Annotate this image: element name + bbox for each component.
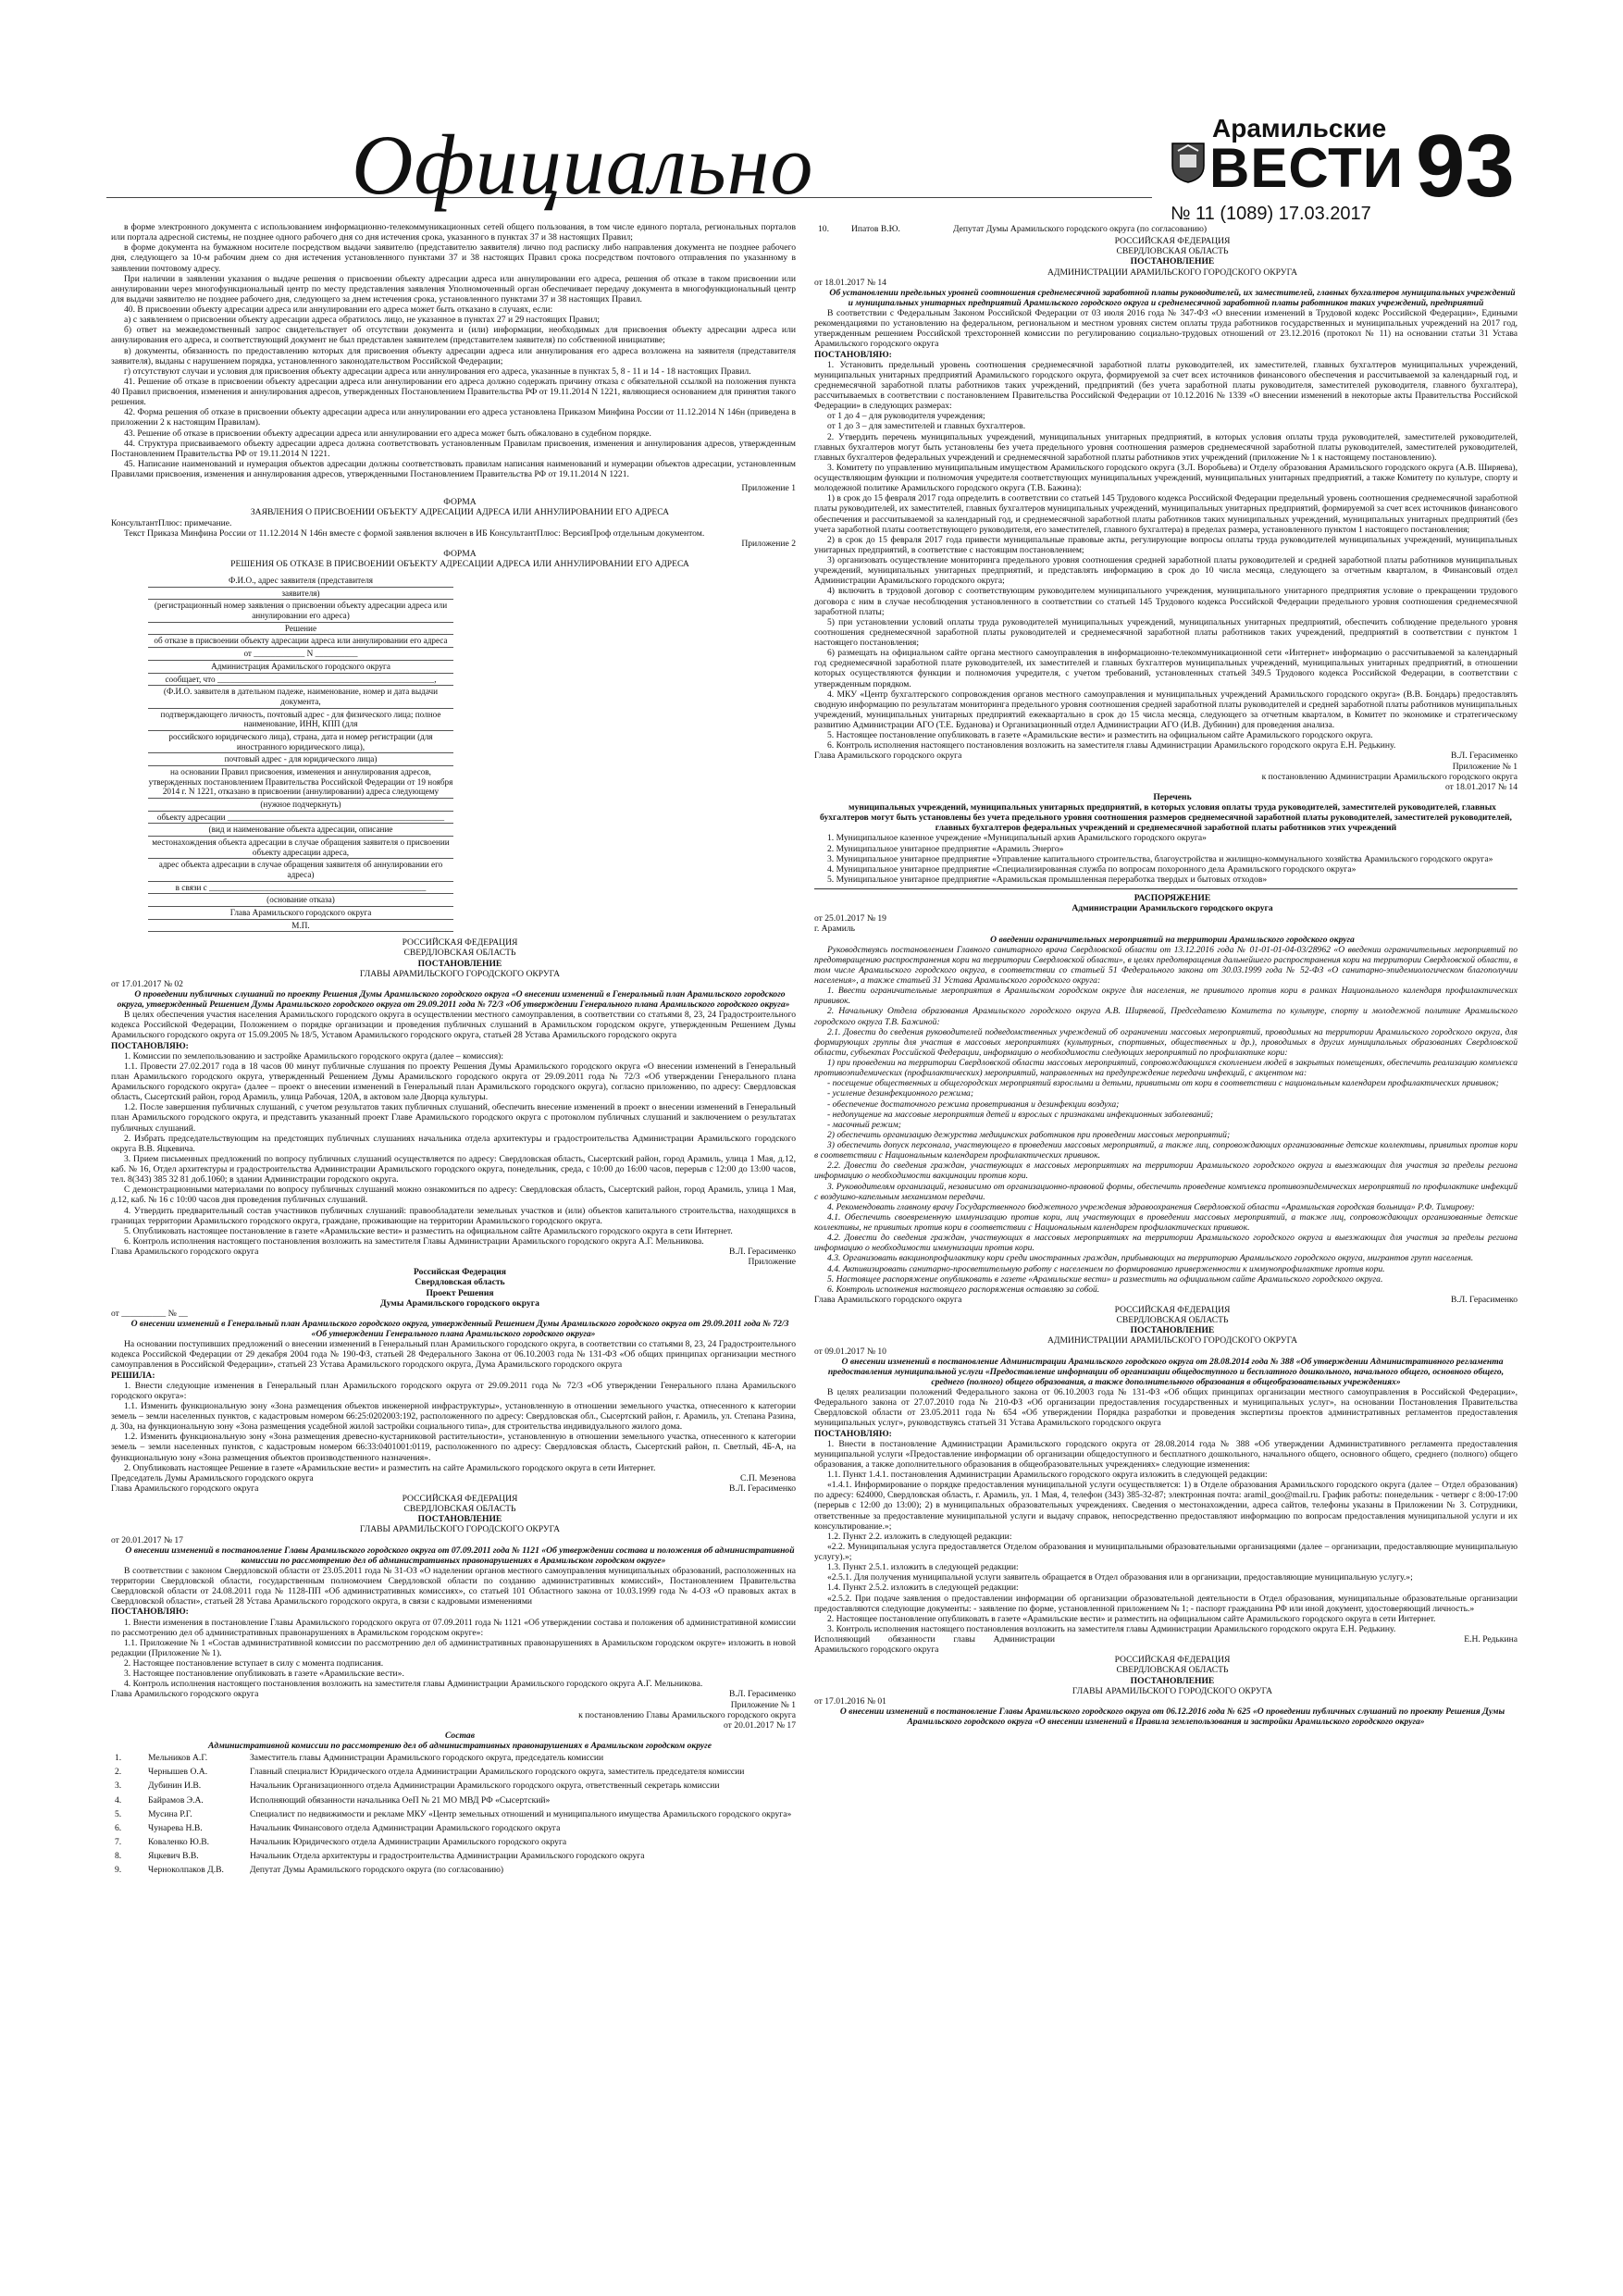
- member-name: Чернышев О.А.: [148, 1767, 208, 1778]
- paper-name-top: Арамильские: [1212, 114, 1387, 143]
- member-number: 10.: [818, 224, 829, 234]
- decree-subject: О внесении изменений в постановление Администрации Арамильского городского округа от 28.08.2014 года № 388 «Об утверждении Административного регламента предоставления муниципальной услуги «Предоставление информации об организации общедоступного и бесплатного дошкольного, начального общего, основного общего, среднего (полного) общего образования, а также дополнительного образования в общеобразовательных учреждениях»: [827, 1356, 1505, 1387]
- form-title: ФОРМА: [443, 548, 477, 559]
- paragraph: - масочный режим;: [827, 1119, 901, 1130]
- decree-country: РОССИЙСКАЯ ФЕДЕРАЦИЯ: [1114, 1305, 1231, 1315]
- decree-region: СВЕРДЛОВСКАЯ ОБЛАСТЬ: [403, 948, 516, 959]
- table-row: [814, 222, 1518, 236]
- paragraph: При наличии в заявлении указания о выдаче решения о присвоении объекту адресации адреса или аннулировании его адреса, решения об отказе в таком присвоении или аннулировании через многофункциональный центр по месту представления заявления Уполномоченный орган обеспечивает передачу документа в многофункциональный центр для выдачи заявителю не позднее рабочего дня, следующего за днем истечения срока, установленного пунктами 37 и 38 настоящих Правил.: [111, 273, 796, 304]
- paragraph: 42. Форма решения об отказе в присвоении объекту адресации адреса или аннулировании его адреса установлена Приказом Минфина России от 11.12.2014 N 146н (приведена в приложении 2 к настоящим Правилам).: [111, 407, 796, 428]
- decree-country: РОССИЙСКАЯ ФЕДЕРАЦИЯ: [402, 937, 518, 949]
- member-role: Начальник Юридического отдела Администрации Арамильского городского округа: [250, 1836, 567, 1847]
- paragraph: В целях обеспечения участия населения Арамильского городского округа в осуществлении местного самоуправления, в соответствии со статьями 8, 23, 24 Градостроительного кодекса Российской Федерации, Положением о порядке организации и проведения публичных слушаний в Арамильском городском округе, утвержденным Решением Думы Арамильского городского округа от 15.09.2005 № 18/5, Уставом Арамильского городского округа, статьей 28 Устава Арамильского городского округа: [111, 1010, 796, 1041]
- table-row: [111, 1835, 796, 1849]
- signature: [814, 751, 1518, 761]
- paragraph: 3. Прием письменных предложений по вопросу публичных слушаний осуществляется по адресу: Свердловская область, Сысертский район, город Арамиль, улица 1 Мая, д.12, каб. № 16, Отдел архитектуры и градостроительства Администрации Арамильского городского округа, понедельник, среда, с 10:00 до 16:00 часов, перерыв с 12:00 до 13:00 часов, тел. 8(343) 385 32 81 доб.1060; в здании Администрации городского округа.: [111, 1153, 796, 1185]
- paragraph: 2. Опубликовать настоящее Решение в газете «Арамильские вести» и разместить на сайте Арамильского городского округа в сети Интернет.: [124, 1462, 656, 1473]
- form-field: (вид и наименование объекта адресации, описание: [148, 824, 453, 837]
- paragraph: ПОСТАНОВЛЯЮ:: [111, 1040, 189, 1051]
- paragraph: 2. Начальнику Отдела образования Арамильского городского округа А.В. Ширяевой, Председателю Комитета по культуре, спорту и молодежной политике Арамильского городского округа Т.В. Бажиной:: [814, 1006, 1518, 1027]
- decree-org: АДМИНИСТРАЦИИ АРАМИЛЬСКОГО ГОРОДСКОГО ОКРУГА: [1047, 1335, 1298, 1347]
- decree-region: СВЕРДЛОВСКАЯ ОБЛАСТЬ: [1116, 1315, 1229, 1326]
- paragraph: «2.5.1. Для получения муниципальной услуги заявитель обращается в Отдел образования или в организации, предоставляющие муниципальную услугу.»;: [827, 1572, 1413, 1583]
- paragraph: ПОСТАНОВЛЯЮ:: [814, 349, 892, 360]
- member-number: 4.: [115, 1794, 122, 1806]
- member-number: 8.: [115, 1851, 122, 1862]
- decree-type: ПОСТАНОВЛЕНИЕ: [1130, 256, 1215, 267]
- paragraph: «2.5.2. При подаче заявления о предоставлении информации об организации образовательной деятельности в Отдел образования, муниципальные образовательные организации предоставляются следующие документы: - заявление по форме, установленной приложением № 1; - паспорт гражданина РФ или иной документ, удостоверяющий личность.»: [814, 1593, 1518, 1614]
- signature-name: В.Л. Герасименко: [1450, 751, 1518, 762]
- decree-date: от 17.01.2017 № 02: [111, 978, 183, 989]
- decree-type: ПОСТАНОВЛЕНИЕ: [417, 1514, 502, 1525]
- member-name: Яцкевич В.В.: [148, 1851, 199, 1862]
- form-field: российского юридического лица), страна, дата и номер регистрации (для иностранного юридического лица),: [148, 731, 453, 753]
- table-row: [111, 1779, 796, 1793]
- member-role: Начальник Отдела архитектуры и градостроительства Администрации Арамильского городского округа: [250, 1851, 645, 1862]
- signature-name: В.Л. Герасименко: [728, 1483, 796, 1494]
- paragraph: На основании поступивших предложений о внесении изменений в Генеральный план Арамильского городского округа, в соответствии со статьями 8, 23, 24 Градостроительного кодекса Российской Федерации от 29 декабря 2004 года № 190-ФЗ, статьей 28 Федерального Закона от 06.10.2003 года № 131-ФЗ «Об общих принципах организации местного самоуправления в Российской Федерации», статьей 23 Устава Арамильского городского округа, Дума Арамильского городского округа: [111, 1339, 796, 1371]
- paragraph: 1. Муниципальное казенное учреждение «Муниципальный архив Арамильского городского округа»: [827, 833, 1207, 844]
- paragraph: 1) в срок до 15 февраля 2017 года определить в соответствии со статьей 145 Трудового кодекса Российской Федерации предельный уровень соотношения среднемесячной заработной платы руководителей, их заместителей, главных бухгалтеров муниципальных учреждений, муниципальных унитарных предприятий, формируемой за счет всех источников финансового обеспечения и рассчитываемой за календарный год, и среднемесячной заработной платы работников таких муниципальных учреждений, муниципальных унитарных предприятий (без учета заработной платы соответствующего руководителя, его заместителей, главного бухгалтера) в пределах размера, установленного пунктом 1 настоящего постановления;: [814, 493, 1518, 535]
- order-type: РАСПОРЯЖЕНИЕ: [1134, 893, 1211, 903]
- signature-name: С.П. Мезенова: [740, 1472, 796, 1483]
- signature-title: Председатель Думы Арамильского городского округа: [111, 1472, 314, 1483]
- paragraph: в) документы, обязанность по предоставлению которых для присвоения объекту адресации адреса или аннулирования его адреса возложена на заявителя (представителя заявителя), выданы с нарушением порядка, установленного законодательством Российской Федерации;: [111, 345, 796, 366]
- paragraph: 3. Настоящее постановление опубликовать в газете «Арамильские вести».: [124, 1669, 404, 1680]
- form-field: в связи с ___________________________________________________: [148, 882, 453, 895]
- paragraph: С демонстрационными материалами по вопросу публичных слушаний можно ознакомиться по адресу: Свердловская область, Сысертский район, город Арамиль, улица 1 Мая, д.12, каб. № 16 с 10:00 часов дня проведения публичных слушаний.: [111, 1185, 796, 1206]
- paragraph: 4. МКУ «Центр бухгалтерского сопровождения органов местного самоуправления и муниципальных учреждений Арамильского городского округа» (В.В. Бондарь) предоставлять сводную информацию по результатам мониторинга предельного уровня соотношения средней заработной платы руководителей и средней заработной платы работников муниципальных учреждений, муниципальных унитарных предприятий ежеквартально в срок до 15 числа месяца, следующего за отчетным кварталом, в Комитет по экономике и стратегическому развитию Администрации АГО (Т.Е. Буданова) и Организационный отдел Администрации АГО (И.В. Дубинин) для проведения анализа.: [814, 689, 1518, 730]
- table-row: [111, 1863, 796, 1877]
- paragraph: 5. Муниципальное унитарное предприятие «Арамильская промышленная переработка твердых и бытовых отходов»: [827, 874, 1268, 885]
- paragraph: 1.1. Пункт 1.4.1. постановления Администрации Арамильского городского округа изложить в следующей редакции:: [827, 1470, 1268, 1480]
- member-number: 2.: [115, 1767, 122, 1778]
- form-field: Администрация Арамильского городского округа: [148, 661, 453, 674]
- form-field: объекту адресации ___________________________________________________: [148, 812, 453, 825]
- paper-name-main: ВЕСТИ: [1209, 137, 1404, 199]
- form-field: сообщает, что ___________________________________________________,: [148, 674, 453, 687]
- paragraph: в форме документа на бумажном носителе посредством выдачи заявителю (представителю заявителя) лично под расписку либо направления документа не позднее рабочего дня, следующего за 10-м рабочим днем со дня истечения установленного пунктами 37 и 38 настоящих Правил срока посредством почтового отправления по указанному в заявлении почтовому адресу.: [111, 242, 796, 274]
- form-field: заявителя): [148, 588, 453, 601]
- decree-3: [814, 236, 1518, 885]
- table-row: [111, 1821, 796, 1835]
- paragraph: от 1 до 3 – для заместителей и главных бухгалтеров.: [827, 421, 1026, 432]
- organizations-list: [814, 833, 1518, 885]
- paragraph: В соответствии с Федеральным Законом Российской Федерации от 03 июля 2016 года № 347-ФЗ «О внесении изменений в Трудовой кодекс Российской Федерации», Едиными рекомендациями по установлению на федеральном, региональном и местном уровнях систем оплаты труда работников государственных и муниципальных учреждений на 2017 год, утвержденным решением Российской трехсторонней комиссии по регулированию социально-трудовых отношений от 23.12.2016 (протокол № 11) на основании статьи 31 Устава Арамильского городского округа: [814, 308, 1518, 350]
- project-date: от __________ № __: [111, 1308, 188, 1319]
- appendix-to: к постановлению Главы Арамильского городского округа: [578, 1709, 796, 1720]
- paragraph: 2.2. Довести до сведения граждан, участвующих в массовых мероприятиях на территории Арамильского городского округа и выезжающих для участия за пределы региона информацию о необходимости вакцинации против кори.: [814, 1160, 1518, 1182]
- paragraph: 1. Ввести ограничительные мероприятия в Арамильском городском округе для населения, не привитого против кори в рамках Национального календаря профилактических прививок.: [814, 986, 1518, 1007]
- signature-title: Глава Арамильского городского округа: [111, 1689, 259, 1700]
- paragraph: 1. Комиссии по землепользованию и застройке Арамильского городского округа (далее – комиссия):: [124, 1050, 503, 1061]
- paragraph: 2. Муниципальное унитарное предприятие «Арамиль Энерго»: [827, 843, 1064, 854]
- decree-region: СВЕРДЛОВСКАЯ ОБЛАСТЬ: [1116, 1665, 1229, 1676]
- issue-info: № 11 (1089) 17.03.2017: [1171, 204, 1371, 224]
- member-name: Мусина Р.Г.: [148, 1808, 192, 1819]
- paragraph: 2. Избрать председательствующим на предстоящих публичных слушаниях начальника отдела архитектуры и градостроительства Администрации Арамильского городского округа В.В. Яцкевича.: [111, 1133, 796, 1154]
- paragraph: 43. Решение об отказе в присвоении объекту адресации адреса или аннулировании его адреса может быть обжаловано в судебном порядке.: [124, 428, 651, 439]
- paragraph: 6. Контроль исполнения настоящего постановления возложить на заместителя Главы Администрации Арамильского городского округа А.Г. Мельникова.: [124, 1235, 704, 1247]
- paragraph: 2. Настоящее постановление опубликовать в газете «Арамильские вести» и разместить на официальном сайте Арамильского городского округа в сети Интернет.: [827, 1613, 1436, 1624]
- paragraph: 41. Решение об отказе в присвоении объекту адресации адреса или аннулировании его адреса должно содержать причину отказа с обязательной ссылкой на положения пункта 40 Правил присвоения, изменения и аннулирования адресов, утвержденных Постановлением Правительства РФ от 19.11.2014 N 1221, являющиеся основанием для принятия такого решения.: [111, 376, 796, 408]
- divider: [814, 888, 1518, 889]
- signature: [111, 1473, 796, 1483]
- paragraph: 3. Муниципальное унитарное предприятие «Управление капитального строительства, благоустройства и жилищно-коммунального хозяйства Арамильского городского округа»: [827, 853, 1493, 864]
- paragraph: 1.3. Пункт 2.5.1. изложить в следующей редакции:: [827, 1562, 1019, 1573]
- paragraph: ПОСТАНОВЛЯЮ:: [814, 1428, 892, 1439]
- paragraph: 1. Внести в постановление Администрации Арамильского городского округа от 28.08.2014 года № 388 «Об утверждении Административного регламента предоставления муниципальной услуги «Предоставление информации об организации общедоступного и бесплатного дошкольного, начального общего, основного общего, среднего (полного) общего образования, а также дополнительного образования в общеобразовательных учреждениях» следующие изменения:: [814, 1438, 1518, 1470]
- paragraph: 1. Установить предельный уровень соотношения среднемесячной заработной платы руководителей, их заместителей, главных бухгалтеров муниципальных учреждений, муниципальных унитарных предприятий Арамильского городского округа, формируемой за счет всех источников финансового обеспечения и рассчитываемой за календарный год, и среднемесячной заработной платы работников таких учреждений, предприятий (без учета заработной платы руководителя, заместителей руководителя, главного бухгалтера), рассчитываемых в соответствии с постановлением Правительства Российской Федерации от 10.12.2016 № 1339 «О внесении изменений в некоторые акты Правительства Российской Федерации» в следующих размерах:: [814, 359, 1518, 412]
- commission-members-table-continued: [814, 222, 1518, 236]
- paragraph: 5. Опубликовать настоящее постановление в газете «Арамильские вести» и разместить на официальном сайте Арамильского городского округа в сети Интернет.: [124, 1225, 733, 1236]
- paragraph: 6. Контроль исполнения настоящего распоряжения оставляю за собой.: [827, 1284, 1100, 1295]
- form-field: на основании Правил присвоения, изменения и аннулирования адресов, утвержденных постановлением Правительства Российской Федерации от 19 ноября 2014 г. N 1221, отказано в присвоении (аннулировании) адреса следующему: [148, 766, 453, 799]
- signature-title: Глава Арамильского городского округа: [111, 1247, 259, 1258]
- signature: [814, 1295, 1518, 1305]
- paragraph: 1.1. Изменить функциональную зону «Зона размещения объектов инженерной инфраструктуры», установленную в отношении земельного участка, отнесенного к категории земель – земли населенных пунктов, с кадастровым номером 66:25:0202003:192, расположенного по адресу: Свердловская обл., Сысертский район, г. Арамиль, ул. Степана Разина, д. 30а, на функциональную зону «Зона размещения усадебной жилой застройки социального типа», для строительства индивидуального жилого дома.: [111, 1400, 796, 1433]
- signature-title: Глава Арамильского городского округа: [111, 1483, 259, 1494]
- list-subtitle: муниципальных учреждений, муниципальных унитарных предприятий, в которых условия оплаты труда руководителей, заместителей руководителей, главных бухгалтеров могут быть установлены без учета предельного уровня соотношения размеров среднемесячной заработной платы руководителей, заместителей руководителей, главных бухгалтеров федеральных учреждений и среднемесячной заработной платы работников этих учреждений: [820, 802, 1512, 834]
- paragraph: 6. Контроль исполнения настоящего постановления возложить на заместителя главы Администрации Арамильского городского округа Е.Н. Редькину.: [827, 740, 1396, 751]
- project-type: Проект Решения: [426, 1287, 494, 1298]
- member-role: Депутат Думы Арамильского городского округа (по согласованию): [953, 224, 1208, 234]
- decree-1-appendix: [111, 1257, 796, 1494]
- list-title: Состав: [444, 1730, 476, 1741]
- decree-1: [111, 937, 796, 1257]
- left-column: [111, 222, 796, 1877]
- signature-name: В.Л. Герасименко: [1450, 1294, 1518, 1305]
- paragraph: 4.1. Обеспечить своевременную иммунизацию против кори, лиц участвующих в проведении массовых мероприятий, а также лиц, сопровождающих организованные детские коллективы, не привитых против кори в соответствии с Национальным календарем профилактических прививок.: [814, 1211, 1518, 1233]
- paragraph: 1.2. Изменить функциональную зону «Зона размещения древесно-кустарниковой растительности», установленную в отношении земельного участка, отнесенного к категории земель – земли населенных пунктов, с кадастровым номером 66:33:0401001:0119, расположенного по адресу: Свердловская область, Сысертский район, п. Светлый, 4Б-А, на функциональную зону «Зона размещения объектов производственного назначения».: [111, 1432, 796, 1463]
- appendix-label: Приложение 2: [741, 538, 796, 549]
- paragraph: 2. Утвердить перечень муниципальных учреждений, муниципальных унитарных предприятий, в которых условия оплаты труда руководителей, заместителей руководителей, главных бухгалтеров могут быть установлены без учета предельного уровня соотношения размеров среднемесячной заработной платы руководителей, заместителей руководителей, главных бухгалтеров федеральных учреждений и среднемесячной заработной платы работников этих учреждений (приложение № 1 к настоящему постановлению).: [814, 431, 1518, 463]
- appendix-date: от 18.01.2017 № 14: [1445, 781, 1518, 792]
- table-row: [111, 1765, 796, 1779]
- paragraph: Руководствуясь постановлением Главного санитарного врача Свердловской области от 13.12.2016 года № 01-01-01-04-03/28962 «О введении ограничительных мероприятий по предотвращению распространения кори на территории Свердловской области», в целях предотвращения дальнейшего распространения кори на территории Свердловской области, в том числе Арамильского городского округа, в соответствии со статьей 51 Федерального закона от 30.03.1999 года № 52-ФЗ «О санитарно-эпидемиологическом благополучии населения», а также статьей 31 Устава Арамильского городского округа:: [814, 944, 1518, 986]
- paragraph: 6) размещать на официальном сайте органа местного самоуправления в информационно-телекоммуникационной сети «Интернет» информацию о рассчитываемой за календарный год среднемесячной заработной плате руководителей, их заместителей и главных бухгалтеров муниципальных учреждений, муниципальных унитарных предприятий, в отношении которых осуществляются функции и полномочия учредителя, с учетом требований, установленных статьей 349.5 Трудового кодекса Российской Федерации, в соответствии с утвержденным порядком.: [814, 648, 1518, 689]
- appendix-label: Приложение № 1: [730, 1699, 796, 1710]
- decree-org: ГЛАВЫ АРАМИЛЬСКОГО ГОРОДСКОГО ОКРУГА: [359, 1524, 561, 1535]
- paragraph: 3. Комитету по управлению муниципальным имуществом Арамильского городского округа (З.Л. Воробьева) и Отделу образования Арамильского городского округа (А.В. Ширяева), осуществляющим функции и полномочия учредителя соответствующих муниципальных учреждений, муниципальных унитарных предприятий, а также Комитету по культуре, спорту и молодежной политике Арамильского городского округа (Т.В. Бажина):: [814, 462, 1518, 494]
- paragraph: 1.1. Провести 27.02.2017 года в 18 часов 00 минут публичные слушания по проекту Решения Думы Арамильского городского округа «О внесении изменений в Генеральный план Арамильского городского округа, утвержденный Решением Думы Арамильского городского округа от 29.09.2011 года № 72/3 «Об утверждении Генерального плана Арамильского городского округа» (далее – проект о внесении изменений в Генеральный план Арамильского городского округа), согласно приложению, по адресу: Свердловская область, Сысертский район, город Арамиль, улица Рабочая, 120А, в актовом зале Дворца культуры.: [111, 1061, 796, 1103]
- form-field: подтверждающего личность, почтовый адрес - для физического лица; полное наименование, ИНН, КПП (для: [148, 709, 453, 731]
- decree-body: [814, 308, 1518, 751]
- member-number: 3.: [115, 1781, 122, 1792]
- list-subtitle: Административной комиссии по рассмотрению дел об административных правонарушениях в Арамильском городском округе: [208, 1741, 712, 1752]
- paragraph: «2.2. Муниципальная услуга предоставляется Отделом образования и муниципальными образовательными организациями (далее – организации, предоставляющие муниципальную услугу).»;: [814, 1541, 1518, 1562]
- signature-name: В.Л. Герасименко: [728, 1689, 796, 1700]
- paragraph: 1) при проведении на территории Свердловской области массовых мероприятий, сопровождающихся скоплением людей в закрытых помещениях, обеспечить реализацию комплекса противоэпидемических (профилактических) мероприятий, направленных на предупреждение передачи инфекций, с акцентом на:: [814, 1058, 1518, 1079]
- decree-subject: О внесении изменений в постановление Главы Арамильского городского округа от 06.12.2016 года № 625 «О проведении публичных слушаний по проекту Решения Думы Арамильского городского округа «О внесении изменений в Правила землепользования и застройки Арамильского городского округа»: [839, 1706, 1505, 1727]
- decree-date: от 20.01.2017 № 17: [111, 1534, 183, 1545]
- member-name: Ипатов В.Ю.: [851, 224, 900, 234]
- member-role: Заместитель главы Администрации Арамильского городского округа, председатель комиссии: [250, 1753, 604, 1764]
- form-field: (основание отказа): [148, 894, 453, 907]
- appendix-label: Приложение: [748, 1257, 796, 1268]
- paragraph: 5) при установлении условий оплаты труда руководителей муниципальных учреждений, муниципальных унитарных предприятий, обеспечить соблюдение предельного уровня соотношения среднемесячной заработной платы руководителей и среднемесячной заработной платы работников таких учреждений, предприятий в соответствии с пунктом 1 настоящего постановления;: [814, 616, 1518, 648]
- decree-country: РОССИЙСКАЯ ФЕДЕРАЦИЯ: [402, 1494, 518, 1505]
- paragraph: 45. Написание наименований и нумерация объектов адресации должны соответствовать правилам написания наименований и нумерации объектов адресации, установленным Правилами присвоения, изменения и аннулирования адресов, утвержденными Постановлением Правительства РФ от 19.11.2014 N 1221.: [111, 458, 796, 479]
- refusal-form: [148, 575, 453, 932]
- decree-body: [111, 1566, 796, 1690]
- paragraph: 1. Внести следующие изменения в Генеральный план Арамильского городского округа от 29.09.2011 года № 72/3 «Об утверждении Генерального плана Арамильского городского округа»:: [111, 1380, 796, 1401]
- paragraph: а) с заявлением о присвоении объекту адресации адреса обратилось лицо, не указанное в пунктах 27 и 29 настоящих Правил;: [124, 315, 601, 326]
- project-region: Свердловская область: [415, 1277, 505, 1288]
- decree-region: СВЕРДЛОВСКАЯ ОБЛАСТЬ: [1116, 246, 1229, 257]
- order-4: [814, 893, 1518, 1305]
- decree-5: [814, 1305, 1518, 1655]
- paragraph: 1. Внести изменения в постановление Главы Арамильского городского округа от 07.09.2011 года № 1121 «Об утверждении состава и положения об административной комиссии по рассмотрению дел об административных правонарушениях в Арамильском городском округе»:: [111, 1617, 796, 1638]
- table-row: [111, 1849, 796, 1863]
- paragraph: 4) включить в трудовой договор с соответствующим руководителем муниципального учреждения, муниципального унитарного предприятия условие о прекращении трудового договора с ним в случае несоблюдения установленного в соответствии со статьей 145 Трудового кодекса Российской Федерации предельного уровня соотношения среднемесячной заработной платы;: [814, 586, 1518, 617]
- signature-name: Е.Н. Редькина: [1464, 1634, 1518, 1644]
- paragraph: РЕШИЛА:: [111, 1370, 155, 1381]
- form-field: Глава Арамильского городского округа: [148, 907, 453, 920]
- decree-subject: Об установлении предельных уровней соотношения среднемесячной заработной платы руководителей, их заместителей, главных бухгалтеров муниципальных учреждений и муниципальных унитарных предприятий Арамильского городского округа и среднемесячной заработной платы работников таких учреждений, предприятий: [829, 287, 1516, 308]
- order-subject: О введении ограничительных мероприятий на территории Арамильского городского округа: [990, 934, 1355, 945]
- paragraph: 1.2. После завершения публичных слушаний, с учетом результатов таких публичных слушаний, обеспечить внесение изменений в проект о внесении изменений в Генеральный план Арамильского городского округа, и представить указанный проект Главе Арамильского городского округа с протоколом публичных слушаний и заключением о результатах публичных слушаний.: [111, 1102, 796, 1134]
- member-number: 5.: [115, 1808, 122, 1819]
- member-role: Специалист по недвижимости и рекламе МКУ «Центр земельных отношений и муниципального имущества Арамильского городского округа»: [250, 1808, 792, 1819]
- form-field: М.П.: [148, 920, 453, 933]
- paragraph: 4. Контроль исполнения настоящего постановления возложить на заместителя главы Администрации Арамильского городского округа А.Г. Мельникова.: [124, 1679, 703, 1690]
- paragraph: от 1 до 4 – для руководителя учреждения;: [827, 411, 985, 422]
- decree-region: СВЕРДЛОВСКАЯ ОБЛАСТЬ: [403, 1504, 516, 1515]
- paragraph: «1.4.1. Информирование о порядке предоставления муниципальной услуги осуществляется: 1) в Отделе образования Арамильского городского округа (далее – Отдел образования) по адресу: 624000, Свердловская область, г. Арамиль, ул. 1 Мая, 4, телефон (343) 385-32-87; электронная почта: aramil_goo@mail.ru. График работы: понедельник - четверг с 8:00-17:00 (перерыв с 12:00 до 13:00); 2) в муниципальных образовательных учреждениях. Сведения о местонахождении, адреса сайтов, телефоны указаны в Приложении № 3. Сотрудники, ответственные за предоставление муниципальной услуги и выдачу справок, непосредственно предоставляют информацию по вопросам предоставления муниципальной услуги и их консультирование.»;: [814, 1480, 1518, 1532]
- member-number: 7.: [115, 1836, 122, 1847]
- decree-org: АДМИНИСТРАЦИИ АРАМИЛЬСКОГО ГОРОДСКОГО ОКРУГА: [1047, 267, 1298, 278]
- paragraph: б) ответ на межведомственный запрос свидетельствует об отсутствии документа и (или) информации, необходимых для присвоения объекту адресации адреса или аннулирования его адреса, и соответствующий документ не был представлен заявителем (представителем заявителя) по собственной инициативе;: [111, 325, 796, 346]
- list-title: Перечень: [1153, 791, 1192, 802]
- paragraph: 4.2. Довести до сведения граждан, участвующих в массовых мероприятиях на территории Арамильского городского округа и выезжающих для участия за пределы региона информацию о необходимости иммунизации против кори.: [814, 1233, 1518, 1254]
- paragraph: - усиление дезинфекционного режима;: [827, 1088, 974, 1099]
- paragraph: 4. Рекомендовать главному врачу Государственного бюджетного учреждения здравоохранения Свердловской области «Арамильская городская больница» Р.Ф. Тимирову:: [827, 1201, 1475, 1212]
- project-body: [111, 1339, 796, 1473]
- decree-subject: О проведении публичных слушаний по проекту Решения Думы Арамильского городского округа «О внесении изменений в Генеральный план Арамильского городского округа, утвержденный Решением Думы Арамильского городского округа от 29.09.2011 года № 72/3 «Об утверждении Генерального плана Арамильского городского округа»: [117, 988, 790, 1011]
- member-role: Начальник Организационного отдела Администрации Арамильского городского округа, ответственный секретарь комиссии: [250, 1781, 720, 1792]
- paragraph: 4.4. Активизировать санитарно-просветительную работу с населением по формированию приверженности к иммунопрофилактике против кори.: [827, 1263, 1385, 1274]
- form-field: почтовый адрес - для юридического лица): [148, 753, 453, 766]
- member-role: Начальник Финансового отдела Администрации Арамильского городского округа: [250, 1822, 561, 1833]
- right-column: [814, 222, 1518, 1727]
- paragraph: 3. Контроль исполнения настоящего постановления возложить на заместителя главы Администрации Арамильского городского округа Е.Н. Редькину.: [827, 1623, 1396, 1634]
- form-subtitle: ЗАЯВЛЕНИЯ О ПРИСВОЕНИИ ОБЪЕКТУ АДРЕСАЦИИ АДРЕСА ИЛИ АННУЛИРОВАНИИ ЕГО АДРЕСА: [250, 507, 670, 518]
- table-row: [111, 1807, 796, 1821]
- paragraph: 1.4. Пункт 2.5.2. изложить в следующей редакции:: [827, 1582, 1019, 1594]
- appendix-to: к постановлению Администрации Арамильского городского округа: [1261, 771, 1518, 782]
- paragraph: ПОСТАНОВЛЯЮ:: [111, 1607, 189, 1618]
- signature-name: В.Л. Герасименко: [728, 1247, 796, 1258]
- paragraph: 5. Настоящее постановление опубликовать в газете «Арамильские вести» и разместить на официальном сайте Арамильского городского округа.: [827, 730, 1373, 741]
- signature-title: Глава Арамильского городского округа: [814, 751, 962, 762]
- paragraph: 4. Муниципальное унитарное предприятие «Специализированная служба по вопросам похоронного дела Арамильского городского округа»: [827, 863, 1357, 875]
- decree-subject: О внесении изменений в постановление Главы Арамильского городского округа от 07.09.2011 года № 1121 «Об утверждении состава и положения об административной комиссии по рассмотрению дел об административных правонарушениях в Арамильском городском округе»: [125, 1545, 795, 1566]
- decree-body: [814, 1387, 1518, 1634]
- signature: [111, 1689, 796, 1699]
- section-title: Официально: [352, 118, 814, 212]
- paragraph: 2) обеспечить организацию дежурства медицинских работников при проведении массовых мероприятий;: [827, 1129, 1231, 1140]
- decree-body: [111, 1010, 796, 1247]
- paragraph: - посещение общественных и общегородских мероприятий взрослыми и детьми, привитыми от кори в соответствии с национальным календарем профилактических прививок;: [827, 1078, 1499, 1089]
- signature-title: Исполняющий обязанности главы Администрации Арамильского городского округа: [814, 1634, 1055, 1656]
- appendix-date: от 20.01.2017 № 17: [724, 1719, 796, 1731]
- paragraph: - недопущение на массовые мероприятия детей и взрослых с признаками инфекционных заболеваний;: [827, 1109, 1214, 1120]
- decree-country: РОССИЙСКАЯ ФЕДЕРАЦИЯ: [1114, 1655, 1231, 1666]
- paragraph: В соответствии с законом Свердловской области от 23.05.2011 года № 31-ОЗ «О наделении органов местного самоуправления муниципальных образований, расположенных на территории Свердловской области, государственным полномочием Свердловской области по созданию административных комиссий», Постановлением Правительства Свердловской области от 24.08.2011 года № 1128-ПП «Об административных комиссиях», со статьей 101 Областного закона от 10.03.1999 года № 4-ОЗ «О правовых актах в Свердловской области», статьей 28 Устава Арамильского городского округа, в связи с кадровыми изменениями: [111, 1565, 796, 1607]
- table-row: [111, 1751, 796, 1765]
- city-crest-icon: [1171, 142, 1206, 184]
- paragraph: - обеспечение достаточного режима проветривания и дезинфекции воздуха;: [827, 1098, 1120, 1110]
- paragraph: 44. Структура присваиваемого объекту адресации адреса должна соответствовать установленным Правилам присвоения, изменения и аннулирования адресов, утвержденным Постановлением Правительства РФ от 19.11.2014 N 1221.: [111, 438, 796, 459]
- form-field: Решение: [148, 623, 453, 636]
- form-field: адрес объекта адресации в случае обращения заявителя об аннулировании его адреса): [148, 859, 453, 881]
- paragraph: г) отсутствуют случаи и условия для присвоения объекту адресации адреса или аннулирования его адреса, указанные в пунктах 5, 8 - 11 и 14 - 18 настоящих Правил.: [124, 366, 751, 377]
- decree-type: ПОСТАНОВЛЕНИЕ: [1130, 1325, 1215, 1336]
- decree-6: [814, 1655, 1518, 1727]
- signature: [111, 1483, 796, 1494]
- paragraph: 1.2. Пункт 2.2. изложить в следующей редакции:: [827, 1531, 1012, 1542]
- member-name: Байрамов Э.А.: [148, 1794, 204, 1806]
- form-field: об отказе в присвоении объекту адресации адреса или аннулировании его адреса: [148, 635, 453, 648]
- form-field: (регистрационный номер заявления о присвоении объекту адресации адреса или аннулировании его адреса): [148, 600, 453, 622]
- appendix-label: Приложение № 1: [1452, 761, 1518, 772]
- member-name: Черноколпаков Д.В.: [148, 1865, 224, 1876]
- member-name: Дубинин И.В.: [148, 1781, 202, 1792]
- decree-type: ПОСТАНОВЛЕНИЕ: [417, 958, 502, 969]
- member-name: Мельников А.Г.: [148, 1753, 208, 1764]
- paragraph: 1.1. Приложение № 1 «Состав административной комиссии по рассмотрению дел об административных правонарушениях в Арамильском городском округе» изложить в новой редакции (Приложение № 1).: [111, 1637, 796, 1658]
- paragraph: 2) в срок до 15 февраля 2017 года привести муниципальные правовые акты, регулирующие вопросы оплаты труда руководителей муниципальных учреждений, муниципальных унитарных предприятий, в соответствие с настоящим постановлением;: [814, 534, 1518, 555]
- paragraph: 4. Утвердить предварительный состав участников публичных слушаний: правообладатели земельных участков и (или) объектов капитального строительства, находящихся в границах территории Арамильского городского округа, граждане, проживающие на территории Арамильского городского округа.: [111, 1205, 796, 1226]
- form-field: (нужное подчеркнуть): [148, 799, 453, 812]
- paragraph: 4.3. Организовать вакцинопрофилактику кори среди иностранных граждан, прибывающих на территорию Арамильского городского округа, мигрантов групп населения.: [827, 1253, 1474, 1264]
- signature: [111, 1247, 796, 1257]
- order-date: от 25.01.2017 № 19: [814, 913, 886, 925]
- page-number: 93: [1416, 117, 1515, 216]
- paragraph: 40. В присвоении объекту адресации адреса или аннулировании его адреса может быть отказано в случаях, если:: [124, 304, 553, 315]
- member-number: 6.: [115, 1822, 122, 1833]
- decree-org: ГЛАВЫ АРАМИЛЬСКОГО ГОРОДСКОГО ОКРУГА: [359, 968, 561, 979]
- member-role: Главный специалист Юридического отдела Администрации Арамильского городского округа, заместитель председателя комиссии: [250, 1767, 745, 1778]
- decree-date: от 09.01.2017 № 10: [814, 1346, 886, 1357]
- project-country: Российская Федерация: [414, 1267, 506, 1278]
- order-org: Администрации Арамильского городского округа: [1072, 903, 1273, 914]
- form-field: местонахождения объекта адресации в случае обращения заявителя о присвоении объекту адресации адреса,: [148, 837, 453, 859]
- paragraph: 5. Настоящее распоряжение опубликовать в газете «Арамильские вести» и разместить на официальном сайте Арамильского городского округа.: [827, 1273, 1383, 1285]
- table-row: [111, 1793, 796, 1807]
- paragraph: 3) организовать осуществление мониторинга предельного уровня соотношения средней заработной платы руководителей и средней заработной платы работников муниципальных учреждений, муниципальных унитарных предприятий, и представлять информацию в срок до 10 числа месяца, следующего за отчетным кварталом, в Финансовый отдел Администрации Арамильского городского округа;: [814, 555, 1518, 587]
- signature: [814, 1634, 1518, 1655]
- form-title: ФОРМА: [443, 497, 477, 508]
- consultant-note-text: Текст Приказа Минфина России от 11.12.2014 N 146н вместе с формой заявления включен в ИБ КонсультантПлюс: ВерсияПроф отдельным документом.: [124, 527, 705, 539]
- decree-org: ГЛАВЫ АРАМИЛЬСКОГО ГОРОДСКОГО ОКРУГА: [1072, 1685, 1273, 1696]
- member-role: Исполняющий обязанности начальника ОеП № 21 МО МВД РФ «Сысертский»: [250, 1794, 551, 1806]
- form-field: от ____________ N __________: [148, 648, 453, 661]
- paragraph: в форме электронного документа с использованием информационно-телекоммуникационных сетей общего пользования, в том числе единого портала, региональных порталов или портала адресной системы, не позднее одного рабочего дня со дня истечения срока, указанного в пунктах 37 и 38 настоящих Правил;: [111, 222, 796, 243]
- appendix-label: Приложение 1: [741, 483, 796, 494]
- masthead: [106, 79, 1527, 224]
- form-field: (Ф.И.О. заявителя в дательном падеже, наименование, номер и дата выдачи документа,: [148, 686, 453, 708]
- decree-country: РОССИЙСКАЯ ФЕДЕРАЦИЯ: [1114, 236, 1231, 247]
- member-number: 1.: [115, 1753, 122, 1764]
- decree-2: [111, 1494, 796, 1877]
- paragraph: 3. Руководителям организаций, независимо от организационно-правовой формы, обеспечить проведение комплекса противоэпидемических мероприятий по профилактике инфекций с воздушно-капельным механизмом передачи.: [814, 1181, 1518, 1202]
- decree-type: ПОСТАНОВЛЕНИЕ: [1130, 1675, 1215, 1686]
- decree-date: от 17.01.2016 № 01: [814, 1695, 886, 1706]
- member-name: Чунарева Н.В.: [148, 1822, 203, 1833]
- project-subject: О внесении изменений в Генеральный план Арамильского городского округа, утвержденный Решением Думы Арамильского городского округа от 29.09.2011 года № 72/3 «Об утверждении Генерального плана Арамильского городского округа»: [130, 1318, 789, 1340]
- paragraph: 3) обеспечить допуск персонала, участвующего в проведении массовых мероприятий, а также лиц, сопровождающих организованные детские коллективы, привитых против кори в соответствии с Национальным календарем профилактических прививок.: [814, 1140, 1518, 1161]
- paragraph: В целях реализации положений Федерального закона от 06.10.2003 года № 131-ФЗ «Об общих принципах организации местного самоуправления в Российской Федерации», Федерального закона от 27.07.2010 года № 210-ФЗ «Об организации предоставления государственных и муниципальных услуг», на основании Постановления Правительства Свердловской области от 23.05.2011 года № 654 «Об утверждении Порядка разработки и проведения экспертизы проектов административных регламентов предоставления муниципальных услуг», руководствуясь статьей 31 Устава Арамильского городского округа: [814, 1387, 1518, 1429]
- member-role: Депутат Думы Арамильского городского округа (по согласованию): [250, 1865, 504, 1876]
- member-number: 9.: [115, 1865, 122, 1876]
- commission-members-table: [111, 1751, 796, 1877]
- paragraph: 2.1. Довести до сведения руководителей подведомственных учреждений об ограничении массовых мероприятий, проводимых на территории Арамильского городского округа, для формирующих группы для участия в массовых мероприятиях (культурных, спортивных, общественных и др.), проводимых в других муниципальных образованиях Свердловской области, субъектах Российской Федерации, информацию о необходимости следующих мероприятий по профилактике кори:: [814, 1026, 1518, 1058]
- consultant-note: КонсультантПлюс: примечание.: [111, 517, 232, 528]
- decree-date: от 18.01.2017 № 14: [814, 277, 886, 288]
- order-body: [814, 945, 1518, 1295]
- intro-text: [111, 222, 796, 479]
- member-name: Коваленко Ю.В.: [148, 1836, 210, 1847]
- form-subtitle: РЕШЕНИЯ ОБ ОТКАЗЕ В ПРИСВОЕНИИ ОБЪЕКТУ АДРЕСАЦИИ АДРЕСА ИЛИ АННУЛИРОВАНИИ ЕГО АДРЕСА: [230, 559, 689, 569]
- order-place: г. Арамиль: [814, 924, 856, 935]
- paragraph: 2. Настоящее постановление вступает в силу с момента подписания.: [124, 1658, 384, 1669]
- project-org: Думы Арамильского городского округа: [380, 1297, 539, 1309]
- signature-title: Глава Арамильского городского округа: [814, 1294, 962, 1305]
- form-field: Ф.И.О., адрес заявителя (представителя: [148, 575, 453, 588]
